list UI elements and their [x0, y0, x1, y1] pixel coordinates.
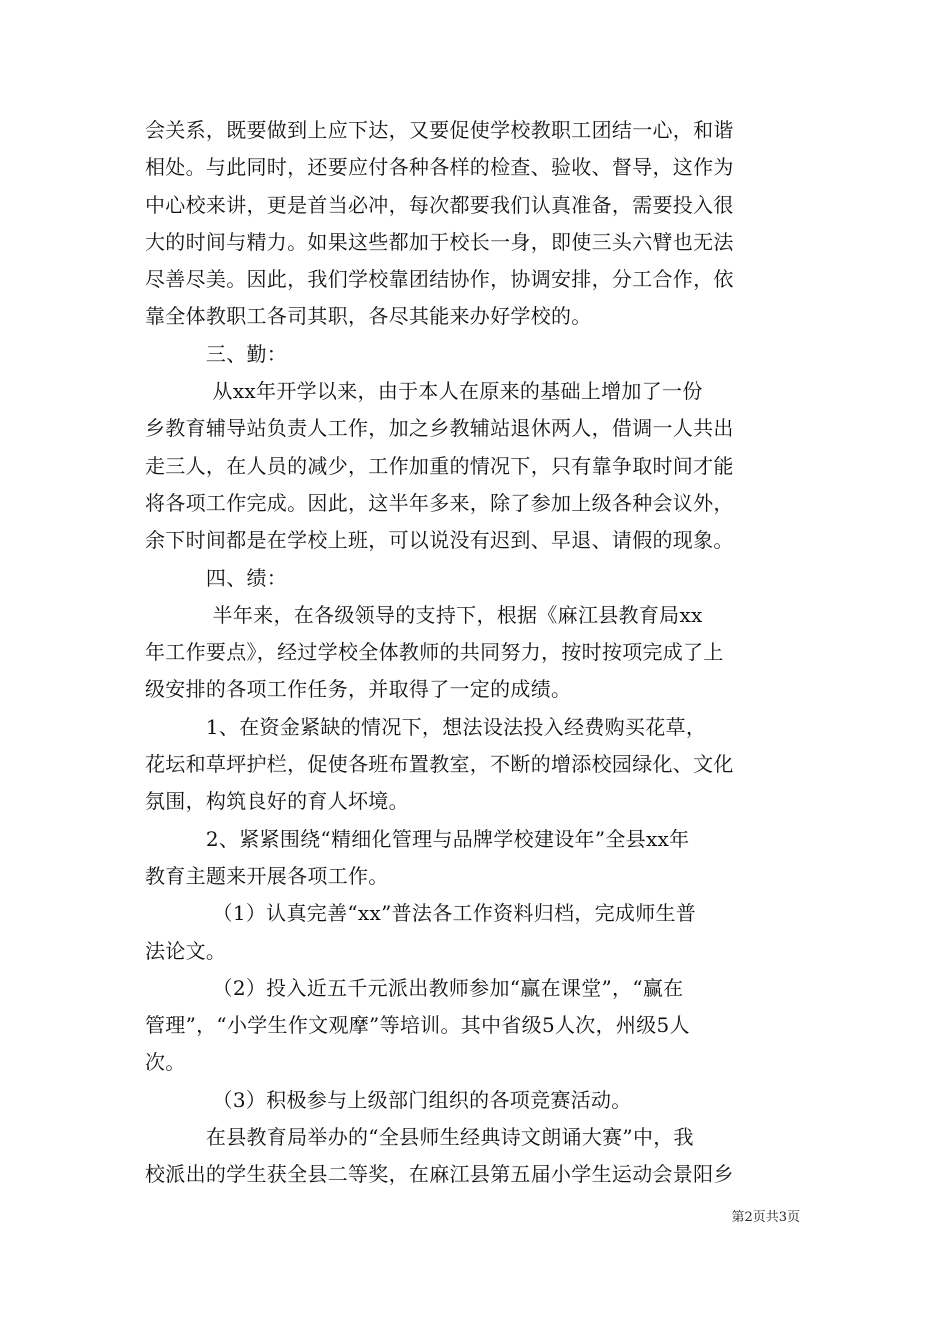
paragraph	[145, 336, 813, 373]
text-line: 次。	[145, 1050, 186, 1075]
text-line: 1、在资金紧缺的情况下，想法设法投入经费购买花草，	[145, 714, 707, 739]
text-line: 校派出的学生获全县二等奖，在麻江县第五届小学生运动会景阳乡	[145, 1162, 734, 1187]
paragraph	[145, 560, 813, 597]
text-line: 三、勤：	[145, 341, 288, 366]
text-line: 花坛和草坪护栏，促使各班布置教室，不断的增添校园绿化、文化	[145, 752, 734, 777]
text-line: 余下时间都是在学校上班，可以说没有迟到、早退、请假的现象。	[145, 528, 734, 553]
text-line: 乡教育辅导站负责人工作，加之乡教辅站退休两人，借调一人共出	[145, 416, 734, 441]
text-line: 管理”，“小学生作文观摩”等培训。其中省级5人次，州级5人	[145, 1013, 690, 1038]
paragraph	[145, 970, 813, 1082]
paragraph	[145, 1082, 813, 1119]
text-line: 年工作要点》，经过学校全体教师的共同努力，按时按项完成了上	[145, 640, 724, 665]
text-line: 法论文。	[145, 938, 227, 963]
text-line: 靠全体教职工各司其职，各尽其能来办好学校的。	[145, 304, 592, 329]
document-body	[145, 112, 813, 1194]
text-line: 级安排的各项工作任务，并取得了一定的成绩。	[145, 677, 572, 702]
text-line: 教育主题来开展各项工作。	[145, 863, 389, 888]
paragraph	[145, 1119, 813, 1194]
paragraph	[145, 821, 813, 896]
text-line: 走三人，在人员的减少，工作加重的情况下，只有靠争取时间才能	[145, 453, 734, 478]
text-line: （3）积极参与上级部门组织的各项竞赛活动。	[145, 1087, 632, 1112]
text-line: 从xx年开学以来，由于本人在原来的基础上增加了一份	[145, 379, 703, 404]
text-line: 尽善尽美。因此，我们学校靠团结协作，协调安排，分工合作，依	[145, 267, 734, 292]
text-line: 将各项工作完成。因此，这半年多来，除了参加上级各种会议外，	[145, 490, 734, 515]
paragraph	[145, 112, 813, 336]
text-line: （2）投入近五千元派出教师参加“赢在课堂”，“赢在	[145, 975, 684, 1000]
text-line: 在县教育局举办的“全县师生经典诗文朗诵大赛”中，我	[145, 1125, 694, 1150]
paragraph	[145, 373, 813, 559]
text-line: 相处。与此同时，还要应付各种各样的检查、验收、督导，这作为	[145, 155, 734, 180]
text-line: 四、绩：	[145, 565, 288, 590]
paragraph	[145, 597, 813, 709]
text-line: 2、紧紧围绕“精细化管理与品牌学校建设年”全县xx年	[145, 826, 690, 851]
text-line: 半年来，在各级领导的支持下，根据《麻江县教育局xx	[145, 602, 703, 627]
text-line: （1）认真完善“xx”普法各工作资料归档，完成师生普	[145, 901, 697, 926]
text-line: 会关系，既要做到上应下达，又要促使学校教职工团结一心，和谐	[145, 118, 734, 142]
paragraph	[145, 895, 813, 970]
text-line: 大的时间与精力。如果这些都加于校长一身，即使三头六臂也无法	[145, 229, 734, 254]
text-line: 氛围，构筑良好的育人坏境。	[145, 789, 409, 814]
page-number: 第2页共3页	[731, 1210, 800, 1225]
text-line: 中心校来讲，更是首当必冲，每次都要我们认真准备，需要投入很	[145, 192, 734, 217]
page-footer	[0, 1206, 800, 1225]
paragraph	[145, 709, 813, 821]
